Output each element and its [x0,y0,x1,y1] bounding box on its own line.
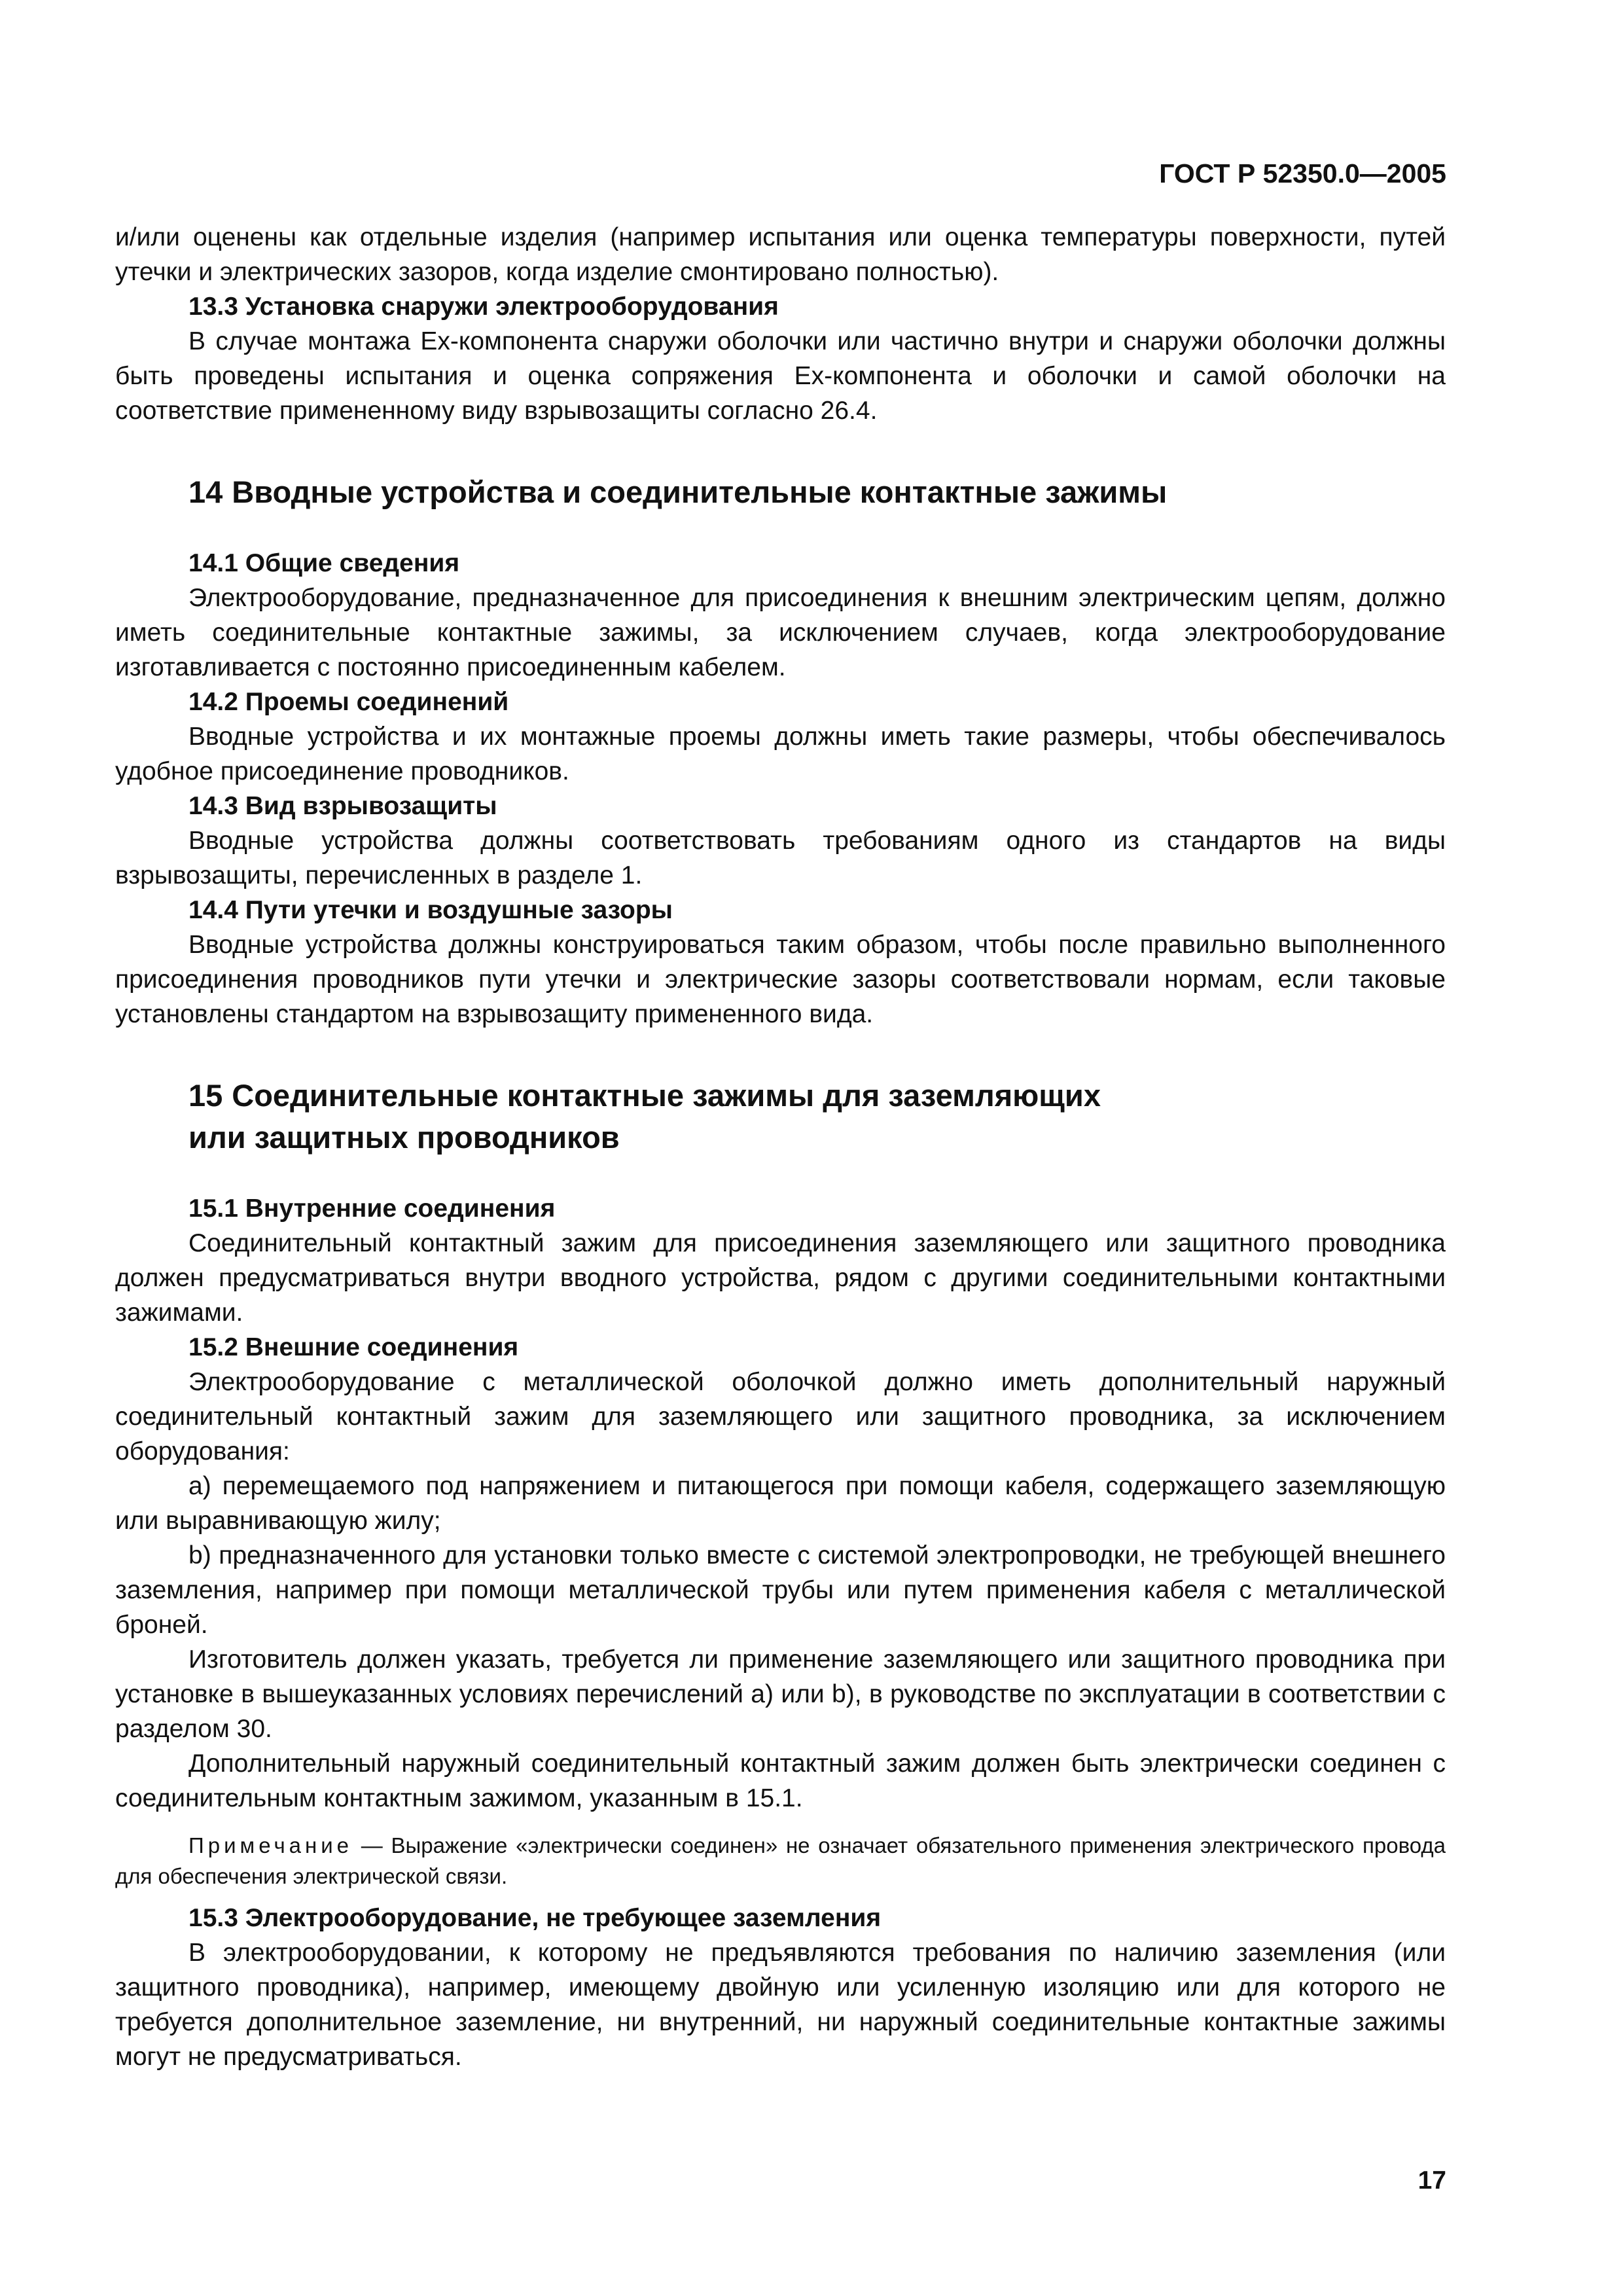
section-heading [115,471,1446,513]
section-title-line: или защитных проводников [188,1120,620,1155]
paragraph: В случае монтажа Ex-компонента снаружи оболочки или частично внутри и снаружи оболочки должны быть проведены испытания и оценка сопряжения Ex-компонента и оболочки и самой оболочки на соответствие примененному виду взрывозащиты согласно 26.4. [115,327,1446,425]
subsection-heading: 14.3 Вид взрывозащиты [188,792,497,820]
paragraph: Электрооборудование, предназначенное для присоединения к внешним электрическим цепям, должно иметь соединительные контактные зажимы, за исключением случаев, когда электрооборудование изготавливается с постоянно присоединенным кабелем. [115,584,1446,681]
subsection-heading: 15.2 Внешние соединения [188,1333,519,1361]
paragraph: Вводные устройства должны конструироваться таким образом, чтобы после правильно выполненного присоединения проводников пути утечки и электрические зазоры соответствовали нормам, если таковые установлены стандартом на взрывозащиту примененного вида. [115,931,1446,1028]
subsection-heading: 14.2 Проемы соединений [188,688,509,716]
paragraph: b) предназначенного для установки только вместе с системой электропроводки, не требующей внешнего заземления, например при помощи металлической трубы или путем применения кабеля с металлической броней. [115,1541,1446,1639]
section-number: 14 [188,475,223,509]
paragraph: и/или оценены как отдельные изделия (например испытания или оценка температуры поверхности, путей утечки и электрических зазоров, когда изделие смонтировано полностью). [115,223,1446,286]
subsection-heading: 14.4 Пути утечки и воздушные зазоры [188,896,673,924]
note [115,1830,1446,1892]
section-title-line: Соединительные контактные зажимы для заземляющих [232,1078,1101,1113]
paragraph: Электрооборудование с металлической оболочкой должно иметь дополнительный наружный соединительный контактный зажим для заземляющего или защитного проводника, за исключением оборудования: [115,1368,1446,1465]
page-number: 17 [1418,2166,1446,2195]
subsection-heading: 15.1 Внутренние соединения [188,1194,556,1223]
document-body [115,220,1446,2074]
subsection-heading: 15.3 Электрооборудование, не требующее заземления [188,1904,882,1932]
section-title-line: Вводные устройства и соединительные контактные зажимы [232,475,1168,509]
paragraph: Дополнительный наружный соединительный контактный зажим должен быть электрически соединен с соединительным контактным зажимом, указанным в 15.1. [115,1749,1446,1812]
note-text: — Выражение «электрически соединен» не означает обязательного применения электрического провода для обеспечения электрической связи. [115,1833,1446,1888]
paragraph: Вводные устройства должны соответствовать требованиям одного из стандартов на виды взрывозащиты, перечисленных в разделе 1. [115,827,1446,889]
paragraph: a) перемещаемого под напряжением и питающегося при помощи кабеля, содержащего заземляющую или выравнивающую жилу; [115,1472,1446,1535]
section-number: 15 [188,1078,223,1113]
paragraph: Изготовитель должен указать, требуется ли применение заземляющего или защитного проводника при установке в вышеуказанных условиях перечислений a) или b), в руководстве по эксплуатации в соответствии с разделом 30. [115,1645,1446,1743]
subsection-heading: 13.3 Установка снаружи электрооборудования [188,293,779,321]
paragraph: Вводные устройства и их монтажные проемы должны иметь такие размеры, чтобы обеспечивалось удобное присоединение проводников. [115,723,1446,785]
note-label: Примечание [188,1833,353,1857]
section-heading [115,1075,1446,1158]
document-header: ГОСТ Р 52350.0—2005 [1159,158,1446,188]
paragraph: В электрооборудовании, к которому не предъявляются требования по наличию заземления (или защитного проводника), например, имеющему двойную или усиленную изоляцию или для которого не требуется дополнительное заземление, ни внутренний, ни наружный соединительные контактные зажимы могут не предусматриваться. [115,1939,1446,2071]
subsection-heading: 14.1 Общие сведения [188,549,460,577]
paragraph: Соединительный контактный зажим для присоединения заземляющего или защитного проводника должен предусматриваться внутри вводного устройства, рядом с другими соединительными контактными зажимами. [115,1229,1446,1327]
